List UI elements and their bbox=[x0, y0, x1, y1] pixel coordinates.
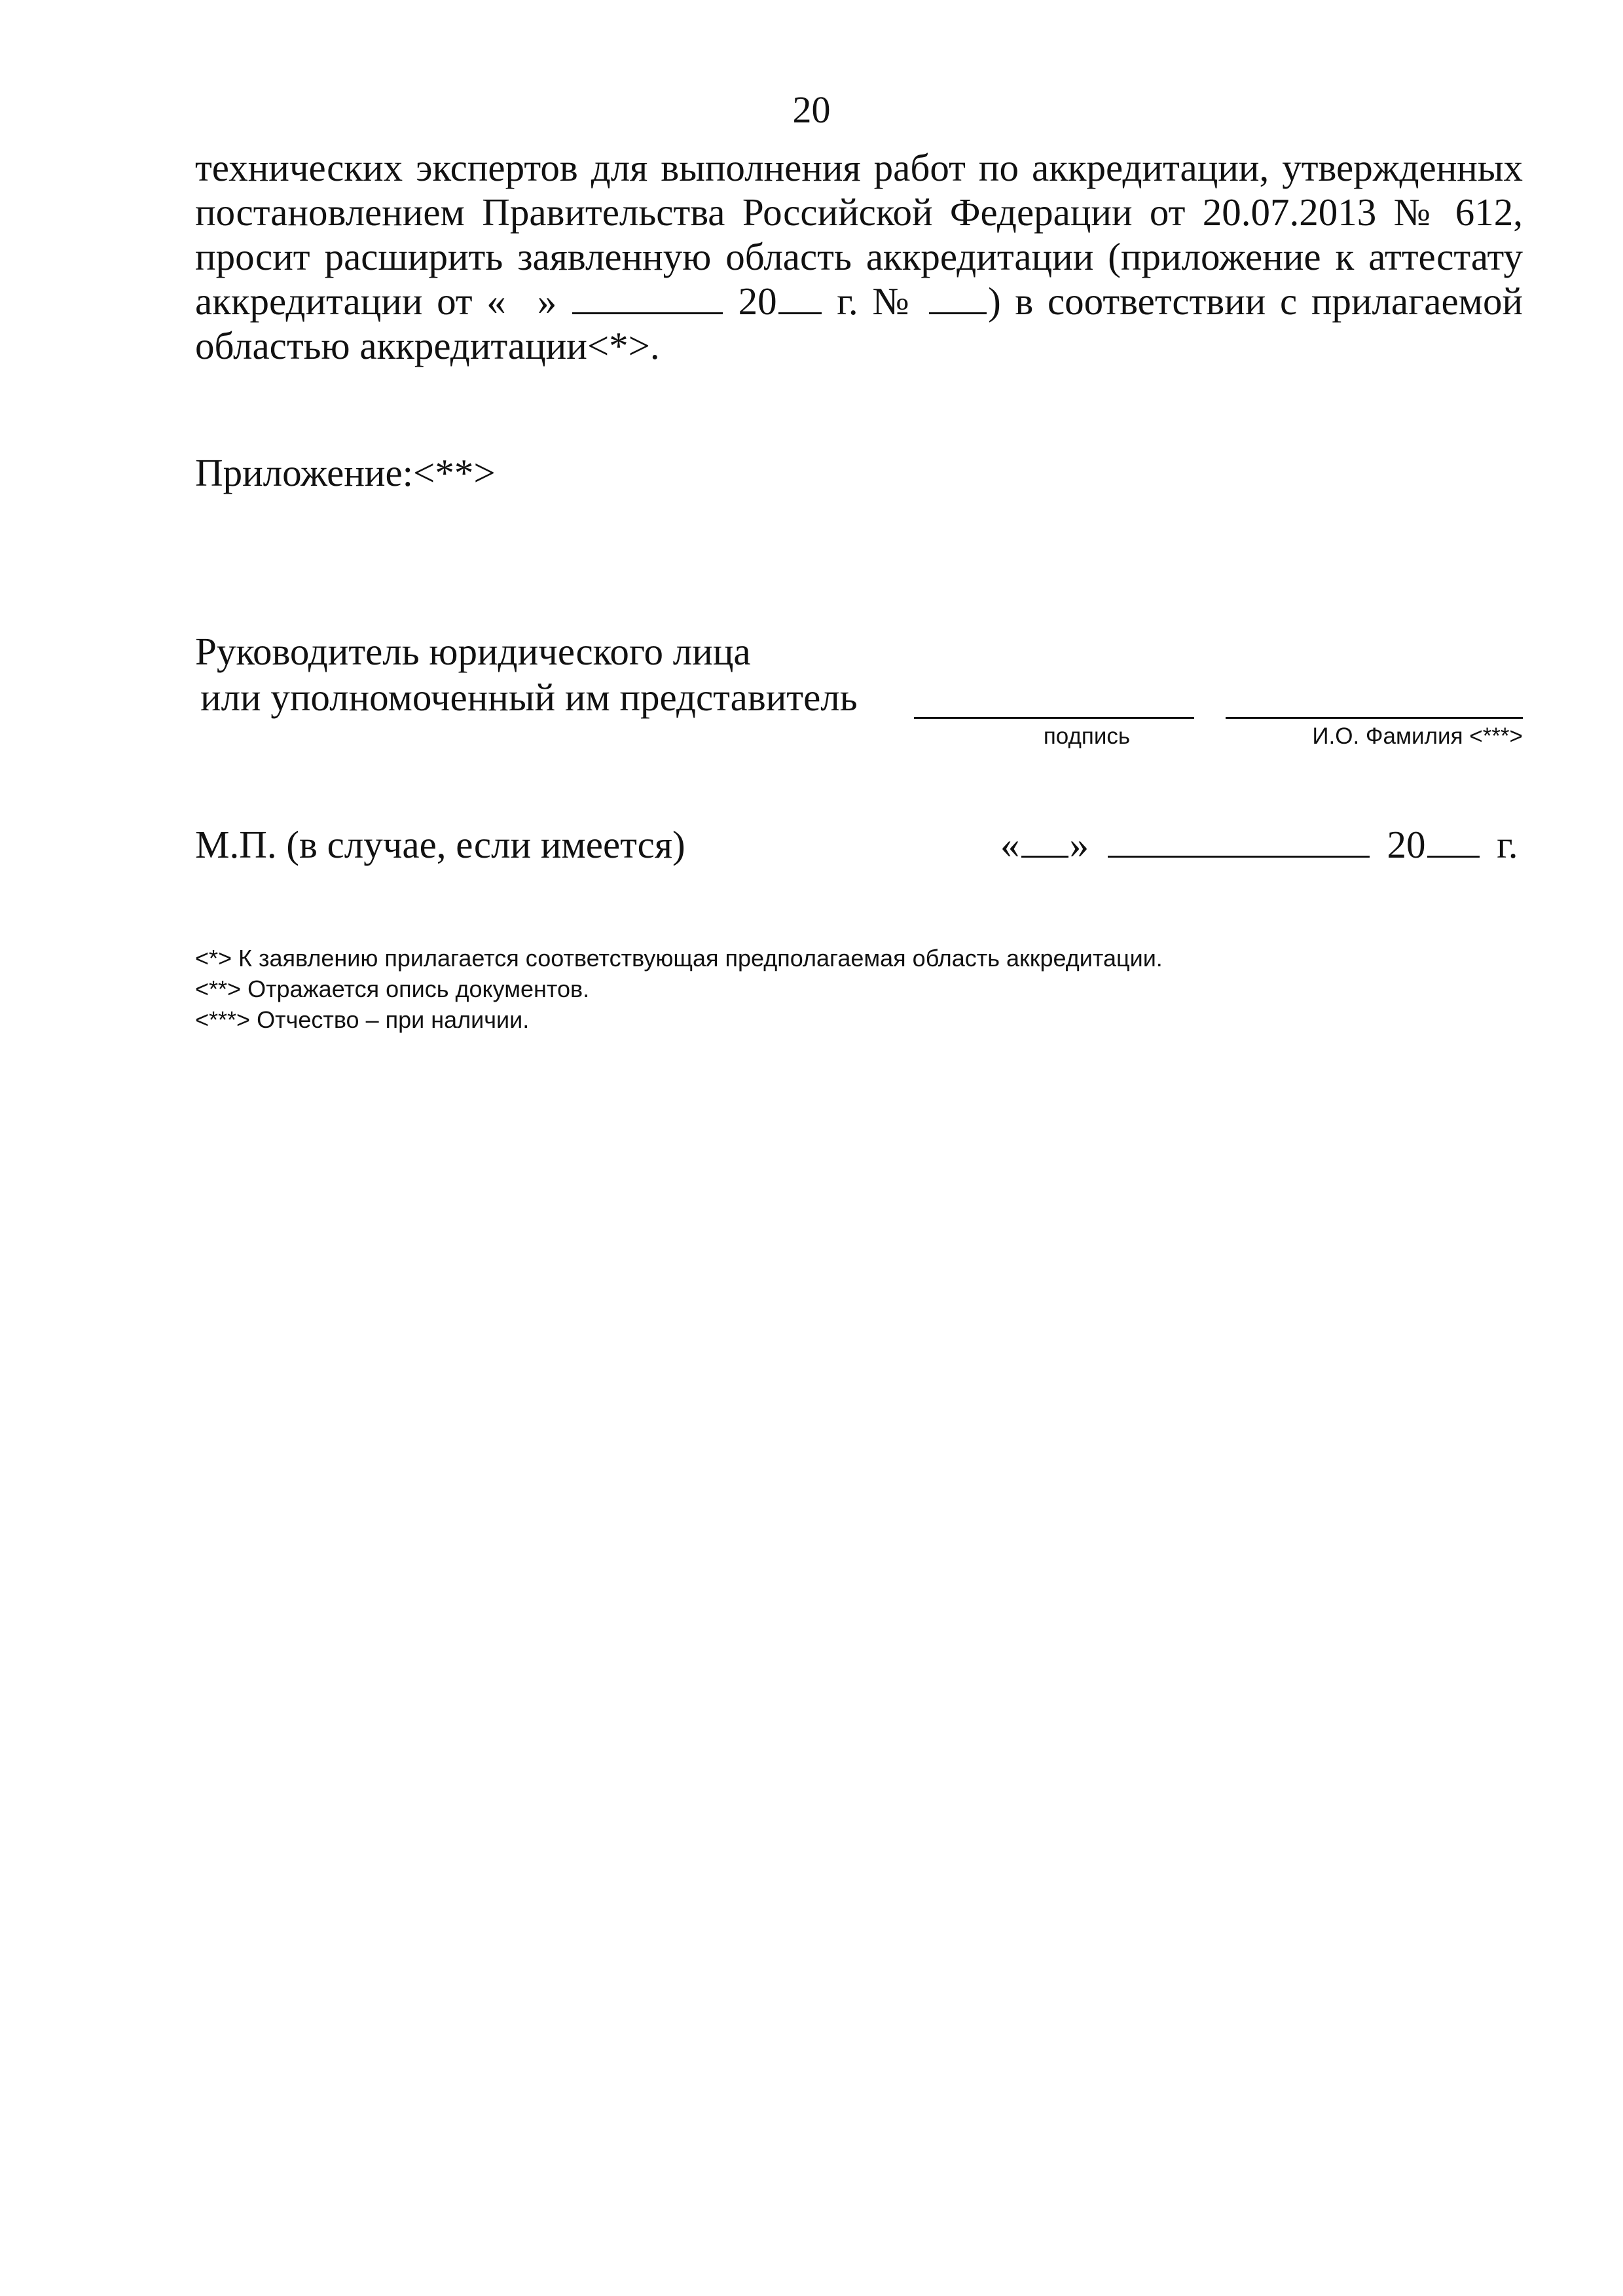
date-day-blank[interactable] bbox=[1021, 823, 1068, 858]
accreditation-date-line bbox=[195, 279, 1523, 323]
date-month-blank[interactable] bbox=[1108, 823, 1370, 858]
footnotes bbox=[195, 943, 1163, 1035]
signer-line-1: Руководитель юридического лица bbox=[195, 630, 751, 673]
certificate-number-blank[interactable] bbox=[929, 280, 987, 314]
year-suffix: г. bbox=[837, 280, 858, 323]
stamp-label: М.П. (в случае, если имеется) bbox=[195, 823, 685, 866]
signature-line[interactable] bbox=[914, 717, 1194, 719]
appendix-label: Приложение:<**> bbox=[195, 451, 496, 494]
year-prefix: 20 bbox=[738, 280, 777, 323]
date-year-blank[interactable] bbox=[1427, 823, 1480, 858]
number-sign: № bbox=[872, 280, 914, 323]
accreditation-prefix: аккредитации от « bbox=[195, 280, 506, 323]
year-blank[interactable] bbox=[778, 280, 822, 314]
date-quote-open: « bbox=[1000, 823, 1020, 866]
footnote-3: <***> Отчество – при наличии. bbox=[195, 1006, 530, 1033]
signer-block bbox=[195, 629, 858, 720]
body-line: постановлением Правительства Российской Федерации от 20.07.2013 № 612, bbox=[195, 191, 1523, 234]
signature-caption: подпись bbox=[1043, 723, 1131, 749]
date-year-suffix: г. bbox=[1497, 823, 1518, 866]
name-line[interactable] bbox=[1226, 717, 1523, 719]
date-year-prefix: 20 bbox=[1387, 823, 1426, 866]
request-paragraph bbox=[195, 145, 1523, 368]
footnote-1: <*> К заявлению прилагается соответствующая предполагаемая область аккредитации. bbox=[195, 945, 1163, 972]
body-line: просит расширить заявленную область аккредитации (приложение к аттестату bbox=[195, 235, 1523, 278]
accreditation-suffix: ) в соответствии с прилагаемой bbox=[988, 280, 1523, 323]
signature-date bbox=[1000, 818, 1518, 871]
page-number: 20 bbox=[792, 88, 831, 131]
name-caption: И.О. Фамилия <***> bbox=[1312, 723, 1523, 749]
footnote-2: <**> Отражается опись документов. bbox=[195, 975, 590, 1002]
date-quote-close: » bbox=[1069, 823, 1089, 866]
body-line: технических экспертов для выполнения работ по аккредитации, утвержденных bbox=[195, 146, 1523, 189]
day-blank[interactable] bbox=[507, 282, 536, 314]
quote-close: » bbox=[537, 280, 557, 323]
body-line: областью аккредитации<*>. bbox=[195, 324, 660, 367]
signer-line-2: или уполномоченный им представитель bbox=[200, 676, 858, 719]
month-blank[interactable] bbox=[572, 280, 723, 314]
